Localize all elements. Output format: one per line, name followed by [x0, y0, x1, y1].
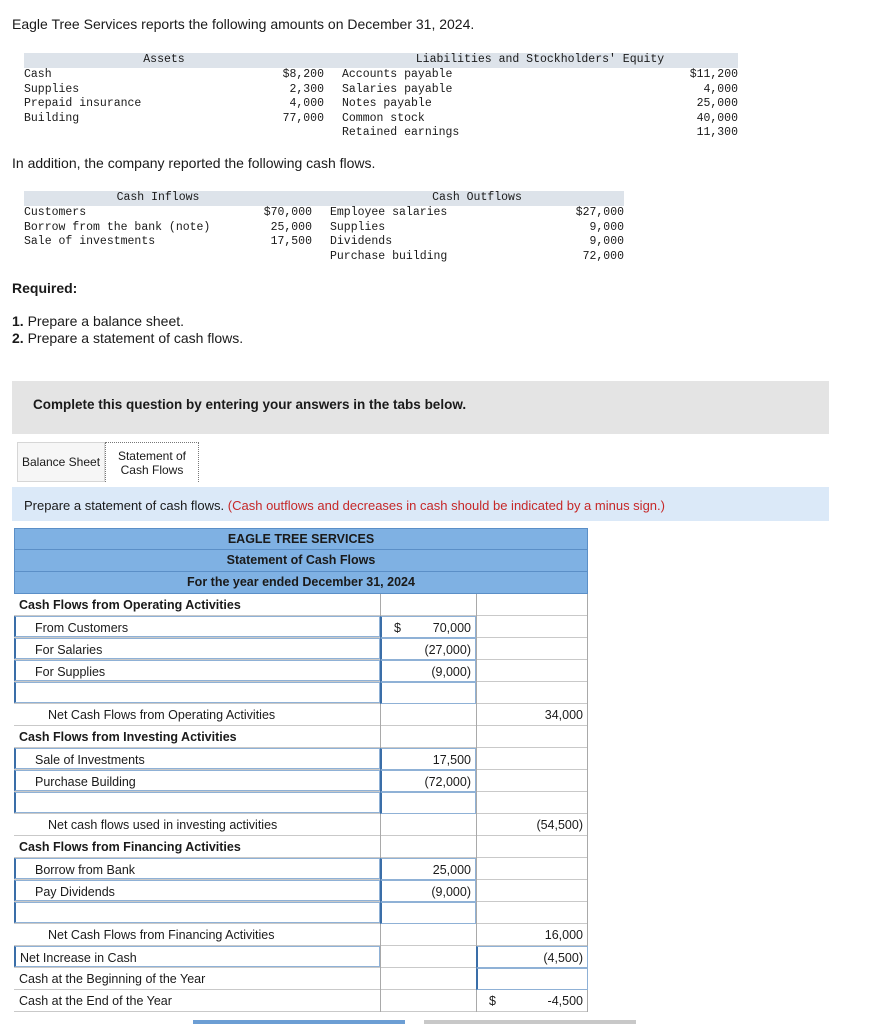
amount-input[interactable]: (72,000)	[380, 770, 476, 792]
amount-input[interactable]: (9,000)	[380, 880, 476, 902]
balance-data-table	[24, 53, 738, 141]
net-investing-label: Net cash flows used in investing activities	[48, 818, 278, 832]
instruction-note: (Cash outflows and decreases in cash should be indicated by a minus sign.)	[227, 498, 665, 513]
cash-data-table	[24, 191, 624, 264]
amount-input[interactable]: (4,500)	[476, 946, 588, 968]
investing-header: Cash Flows from Investing Activities	[19, 730, 237, 744]
liability-name: Common stock	[342, 111, 425, 125]
outflow-name: Supplies	[330, 220, 386, 234]
outflows-header: Cash Outflows	[432, 191, 522, 205]
tab-label: Balance Sheet	[21, 455, 101, 469]
section-row	[14, 594, 588, 616]
required-list	[12, 313, 243, 347]
table-row	[14, 792, 588, 814]
line-item-input[interactable]	[14, 682, 380, 703]
amount-input[interactable]: $ 70,000	[380, 616, 476, 638]
cash-end-total: $ -4,500	[476, 990, 588, 1012]
amount-input[interactable]: 17,500	[380, 748, 476, 770]
asset-name: Prepaid insurance	[24, 97, 142, 110]
net-operating-total: 34,000	[476, 704, 588, 726]
statement-of-cash-flows	[14, 528, 588, 1012]
liability-amount: 40,000	[696, 111, 738, 125]
asset-name: Cash	[24, 68, 52, 81]
inflow-name: Sale of investments	[24, 235, 156, 248]
inflows-header: Cash Inflows	[116, 191, 200, 205]
line-item-input[interactable]	[14, 902, 380, 923]
asset-amount: 2,300	[289, 82, 324, 96]
tab-statement-of-cash-flows[interactable]	[105, 442, 199, 482]
instructions-banner: Complete this question by entering your answers in the tabs below.	[12, 381, 829, 434]
liability-name: Salaries payable	[342, 82, 453, 96]
table-row	[14, 616, 588, 638]
inflow-name: Customers	[24, 206, 87, 219]
line-item-input[interactable]: Sale of Investments	[14, 748, 380, 769]
table-row	[14, 638, 588, 660]
liability-amount: 25,000	[696, 97, 738, 110]
cash-begin-label: Cash at the Beginning of the Year	[19, 972, 206, 986]
table-row	[14, 968, 588, 990]
section-row	[14, 726, 588, 748]
table-row	[14, 682, 588, 704]
outflow-amount: $27,000	[575, 206, 624, 219]
prev-button-edge[interactable]	[193, 1020, 405, 1024]
table-row	[14, 902, 588, 924]
outflow-name: Employee salaries	[330, 206, 448, 219]
net-financing-label: Net Cash Flows from Financing Activities	[48, 928, 275, 942]
outflow-amount: 9,000	[589, 220, 624, 234]
liability-amount: 4,000	[703, 82, 738, 96]
liability-name: Retained earnings	[342, 126, 460, 139]
section-row	[14, 836, 588, 858]
line-item-input[interactable]: Pay Dividends	[14, 880, 380, 901]
inflow-amount: $70,000	[263, 206, 312, 219]
required-item: 1. Prepare a balance sheet.	[12, 313, 185, 329]
net-operating-label: Net Cash Flows from Operating Activities	[48, 708, 276, 722]
table-row	[14, 924, 588, 946]
line-item-input[interactable]: Borrow from Bank	[14, 858, 380, 879]
amount-input[interactable]	[380, 682, 476, 704]
amount-input[interactable]: (9,000)	[380, 660, 476, 682]
line-item-input[interactable]: For Supplies	[14, 660, 380, 681]
asset-amount: $8,200	[282, 68, 324, 81]
table-row	[14, 704, 588, 726]
outflow-name: Dividends	[330, 235, 393, 248]
table-row	[14, 770, 588, 792]
table-row	[14, 748, 588, 770]
asset-amount: 4,000	[289, 97, 324, 110]
company-name: EAGLE TREE SERVICES	[14, 528, 588, 550]
asset-amount: 77,000	[282, 111, 324, 125]
operating-header: Cash Flows from Operating Activities	[19, 598, 241, 612]
outflow-amount: 9,000	[589, 235, 624, 248]
financing-header: Cash Flows from Financing Activities	[19, 840, 241, 854]
liability-amount: 11,300	[696, 126, 738, 139]
instruction-bar	[12, 487, 829, 521]
table-row	[14, 990, 588, 1012]
required-heading: Required:	[12, 280, 78, 296]
net-investing-total: (54,500)	[476, 814, 588, 836]
liabilities-header: Liabilities and Stockholders' Equity	[415, 53, 665, 67]
statement-period: For the year ended December 31, 2024	[14, 572, 588, 594]
intro-text: Eagle Tree Services reports the following amounts on December 31, 2024.	[12, 16, 475, 32]
cash-end-label: Cash at the End of the Year	[19, 994, 172, 1008]
amount-input[interactable]	[380, 792, 476, 814]
liability-name: Notes payable	[342, 97, 432, 110]
outflow-amount: 72,000	[582, 249, 624, 263]
inflow-amount: 25,000	[270, 220, 312, 234]
statement-title: Statement of Cash Flows	[14, 550, 588, 572]
net-financing-total: 16,000	[476, 924, 588, 946]
outflow-name: Purchase building	[330, 249, 448, 263]
liability-amount: $11,200	[689, 68, 738, 81]
inflow-name: Borrow from the bank (note)	[24, 220, 211, 234]
table-row	[14, 946, 588, 968]
tab-balance-sheet[interactable]	[17, 442, 105, 482]
amount-input[interactable]	[380, 902, 476, 924]
inflow-amount: 17,500	[270, 235, 312, 248]
asset-name: Supplies	[24, 82, 80, 96]
amount-input[interactable]: 25,000	[380, 858, 476, 880]
next-button-edge[interactable]	[424, 1020, 636, 1024]
table-row	[14, 880, 588, 902]
assets-header: Assets	[143, 53, 185, 67]
line-item-input[interactable]: From Customers	[14, 616, 380, 637]
required-item: 2. Prepare a statement of cash flows.	[12, 330, 244, 346]
line-item-input[interactable]: For Salaries	[14, 638, 380, 659]
line-item-input[interactable]: Purchase Building	[14, 770, 380, 791]
table-row	[14, 858, 588, 880]
amount-input[interactable]: (27,000)	[380, 638, 476, 660]
amount-input[interactable]	[476, 968, 588, 990]
line-item-input[interactable]	[14, 792, 380, 813]
table-row	[14, 814, 588, 836]
liability-name: Accounts payable	[342, 68, 453, 81]
tab-label: Statement of Cash Flows	[117, 448, 187, 477]
line-item-input[interactable]: Net Increase in Cash	[14, 946, 380, 967]
asset-name: Building	[24, 111, 80, 125]
cash-flows-intro: In addition, the company reported the following cash flows.	[12, 155, 376, 171]
table-row	[14, 660, 588, 682]
instruction-text: Prepare a statement of cash flows.	[24, 498, 225, 513]
